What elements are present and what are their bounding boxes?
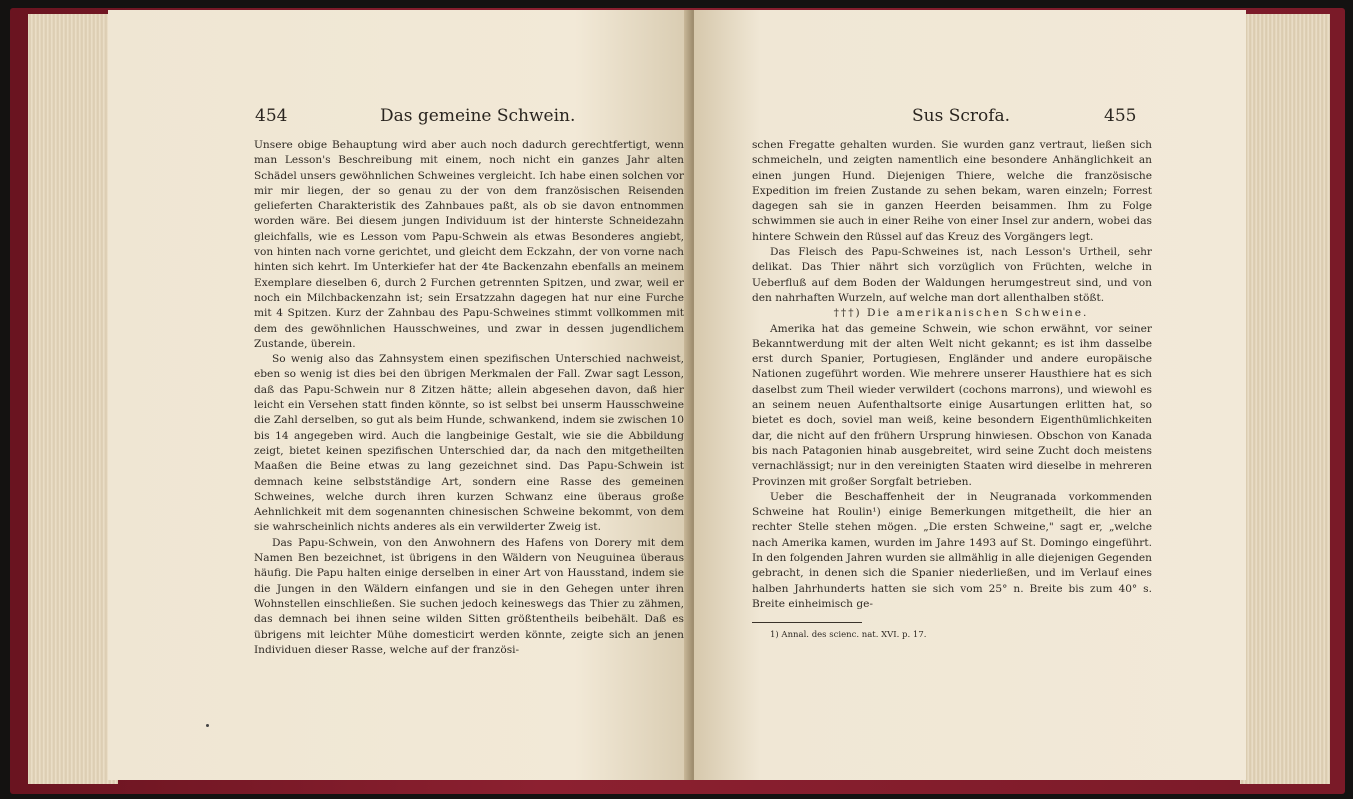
left-running-head: Das gemeine Schwein. bbox=[380, 106, 576, 126]
right-paragraph-1: schen Fregatte gehalten wurden. Sie wurden ganz vertraut, ließen sich schmeicheln, und zeigten namentlich eine besondere Anhänglichkeit an einen jungen Hund. Diejenigen Thiere, welche die französische Expedition im freien Zustande zu sehen bekam, waren einzeln; Forrest dagegen sah sie in ganzen Heerden beisammen. Ihm zu Folge schwimmen sie auch in einer Reihe von einer Insel zur andern, wobei das hintere Schwein den Rüssel auf das Kreuz des Vorgängers legt. bbox=[752, 139, 1152, 243]
left-paragraph-1: Unsere obige Behauptung wird aber auch noch dadurch gerechtfertigt, wenn man Lesson's Beschreibung mit einem, noch nicht ein ganzes Jahr alten Schädel unsers gewöhnlichen Schweines vergleicht. Ich habe einen solchen vor mir mir liegen, der so genau zu der von dem französischen Reisenden gelieferten Charakteristik des Zahnbaues paßt, als ob sie davon entnommen worden wäre. Bei diesem jungen Individuum ist der hinterste Schneidezahn gleichfalls, wie es Lesson vom Papu-Schwein als etwas Besonderes angiebt, von hinten nach vorne gerichtet, und gleicht dem Eckzahn, der von vorne nach hinten sich kehrt. Im Unterkiefer hat der 4te Backenzahn ebenfalls an meinem Exemplare dieselben 6, durch 2 Furchen getrennten Spitzen, und zwar, weil er noch ein Milchbackenzahn ist; sein Ersatzzahn dagegen hat nur eine Furche mit 4 Spitzen. Kurz der Zahnbau des Papu-Schweines stimmt vollkommen mit dem des gewöhnlichen Hausschweines, und zwar in dessen jugendlichem Zustande, überein. bbox=[254, 139, 684, 350]
right-page bbox=[694, 10, 1246, 780]
left-page-body bbox=[254, 138, 684, 658]
right-running-head: Sus Scrofa. bbox=[912, 106, 1011, 126]
right-paragraph-2: Das Fleisch des Papu-Schweines ist, nach Lesson's Urtheil, sehr delikat. Das Thier nährt sich vorzüglich von Früchten, welche in Ueberfluß auf dem Boden der Waldungen herumgestreut sind, und von den nahrhaften Wurzeln, auf welche man dort allenthalben stößt. bbox=[752, 246, 1152, 304]
right-page-number: 455 bbox=[1104, 106, 1137, 126]
right-paragraph-3: Amerika hat das gemeine Schwein, wie schon erwähnt, vor seiner Bekanntwerdung mit der alten Welt nicht gekannt; es ist ihm dasselbe erst durch Spanier, Portugiesen, Engländer und andere europäische Nationen zugeführt worden. Wie mehrere unserer Hausthiere hat es sich daselbst zum Theil wieder verwildert (cochons marrons), und wiewohl es an seinem neuen Aufenthaltsorte einige Ausartungen erlitten hat, so bietet es doch, soviel man weiß, keine besondern Eigenthümlichkeiten dar, die nicht auf den frühern Ursprung hinwiesen. Obschon von Kanada bis nach Patagonien hinab ausgebreitet, wird seine Zucht doch meistens vernachlässigt; nur in den vereinigten Staaten wird dieselbe in mehreren Provinzen mit großer Sorgfalt betrieben. bbox=[752, 322, 1152, 488]
right-page-edges bbox=[1240, 14, 1330, 784]
left-paragraph-3: Das Papu-Schwein, von den Anwohnern des Hafens von Dorery mit dem Namen Ben bezeichnet, ist übrigens in den Wäldern von Neuguinea überaus häufig. Die Papu halten einige derselben in einer Art von Hausstand, indem sie die Jungen in den Wäldern einfangen und sie in den Gehegen unter ihren Wohnstellen einschließen. Sie suchen jedoch keineswegs das Thier zu zähmen, das demnach bei ihnen seine wilden Sitten größtentheils beibehält. Daß es übrigens mit leichter Mühe domesticirt werden könnte, zeigte sich an jenen Individuen dieser Rasse, welche auf der französi- bbox=[254, 536, 684, 656]
left-page bbox=[108, 10, 692, 780]
left-page-number: 454 bbox=[255, 106, 288, 126]
section-title: †††) Die amerikanischen Schweine. bbox=[833, 307, 1089, 320]
page-mark bbox=[206, 724, 209, 727]
left-paragraph-2: So wenig also das Zahnsystem einen spezifischen Unterschied nachweist, eben so wenig ist dies bei den übrigen Merkmalen der Fall. Zwar sagt Lesson, daß das Papu-Schwein nur 8 Zitzen hätte; allein abgesehen davon, daß hier leicht ein Versehen statt finden könnte, so ist selbst bei unserm Hausschweine die Zahl derselben, so gut als beim Hunde, schwankend, indem sie zwischen 10 bis 14 angegeben wird. Auch die langbeinige Gestalt, wie sie die Abbildung zeigt, bietet keinen spezifischen Unterschied dar, da nach den mitgetheilten Maaßen die Beine etwas zu lang gezeichnet sind. Das Papu-Schwein ist demnach keine selbstständige Art, sondern eine Rasse des gemeinen Schweines, welche durch ihren kurzen Schwanz eine überaus große Aehnlichkeit mit dem sogenannten chinesischen Schweine bekommt, von dem sie wahrscheinlich nichts anderes als ein verwilderter Zweig ist. bbox=[254, 353, 684, 534]
right-page-body bbox=[752, 138, 1152, 641]
left-page-edges bbox=[28, 14, 118, 784]
footnote: 1) Annal. des scienc. nat. XVI. p. 17. bbox=[770, 630, 927, 641]
footnote-rule bbox=[752, 622, 862, 623]
right-paragraph-4: Ueber die Beschaffenheit der in Neugranada vorkommenden Schweine hat Roulin¹) einige Bemerkungen mitgetheilt, die hier an rechter Stelle stehen mögen. „Die ersten Schweine," sagt er, „welche nach Amerika kamen, wurden im Jahre 1493 auf St. Domingo eingeführt. In den folgenden Jahren wurden sie allmählig in alle diejenigen Gegenden gebracht, in denen sich die Spanier niederließen, und im Verlauf eines halben Jahrhunderts hatten sie sich vom 25° n. Breite bis zum 40° s. Breite einheimisch ge- bbox=[752, 490, 1152, 610]
